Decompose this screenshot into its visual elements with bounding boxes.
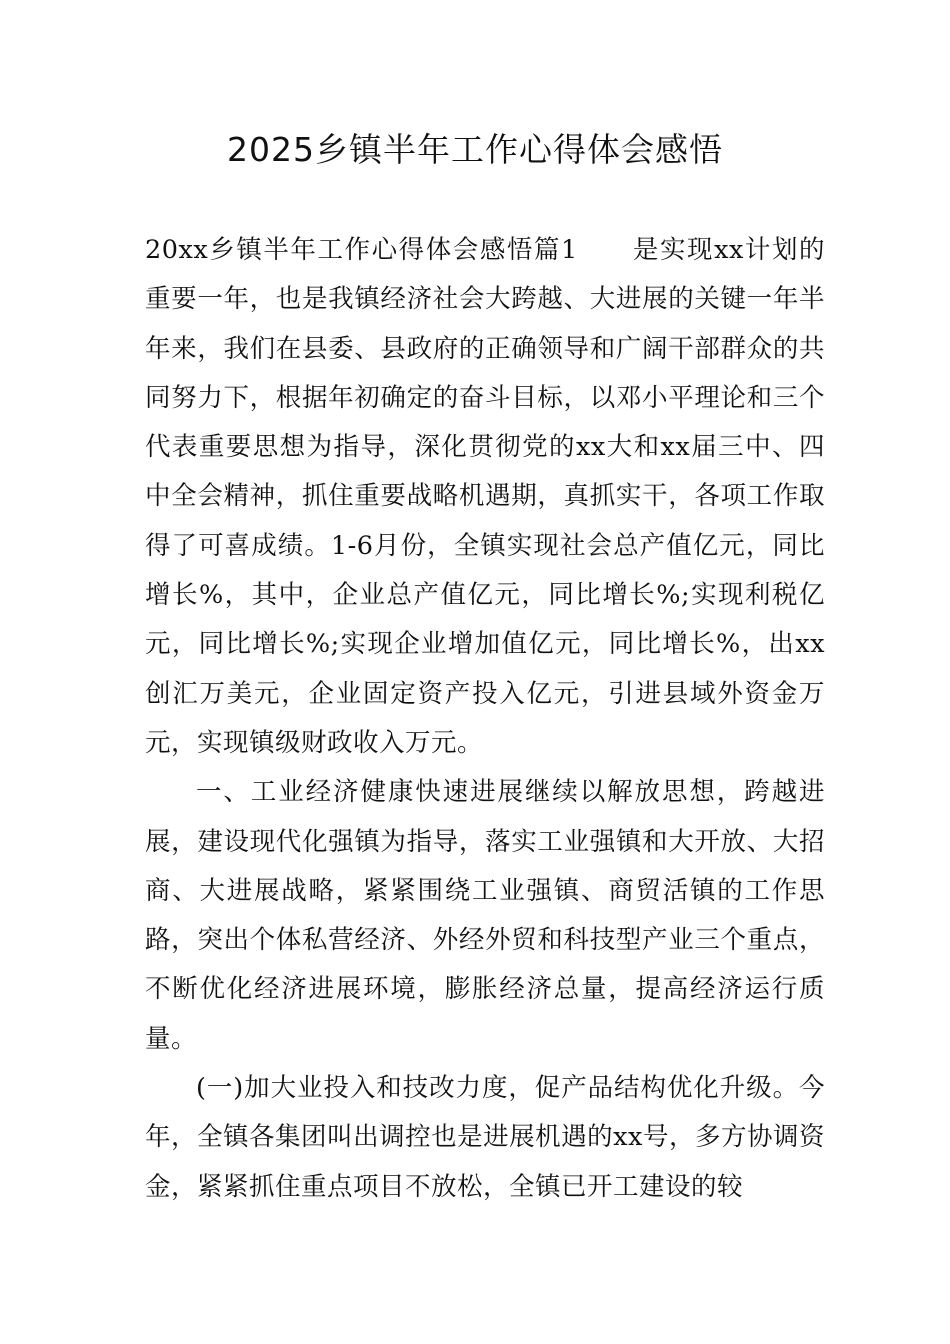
document-body [145, 226, 825, 1212]
paragraph-subsection-one: (一)加大业投入和技改力度，促产品结构优化升级。今年，全镇各集团叫出调控也是进展机遇的xx号，多方协调资金，紧紧抓住重点项目不放松，全镇已开工建设的较 [145, 1073, 825, 1202]
paragraph-intro: 20xx乡镇半年工作心得体会感悟篇1 是实现xx计划的重要一年，也是我镇经济社会大跨越、大进展的关键一年半年来，我们在县委、县政府的正确领导和广阔干部群众的共同努力下，根据年初确定的奋斗目标，以邓小平理论和三个代表重要思想为指导，深化贯彻党的xx大和xx届三中、四中全会精神，抓住重要战略机遇期，真抓实干，各项工作取得了可喜成绩。1-6月份，全镇实现社会总产值亿元，同比增长%，其中，企业总产值亿元，同比增长%;实现利税亿元，同比增长%;实现企业增加值亿元，同比增长%，出xx创汇万美元，企业固定资产投入亿元，引进县域外资金万元，实现镇级财政收入万元。 [145, 235, 825, 758]
paragraph-section-one: 一、工业经济健康快速进展继续以解放思想，跨越进展，建设现代化强镇为指导，落实工业强镇和大开放、大招商、大进展战略，紧紧围绕工业强镇、商贸活镇的工作思路，突出个体私营经济、外经外贸和科技型产业三个重点，不断优化经济进展环境，膨胀经济总量，提高经济运行质量。 [145, 777, 825, 1054]
document-title: 2025乡镇半年工作心得体会感悟 [227, 130, 723, 169]
